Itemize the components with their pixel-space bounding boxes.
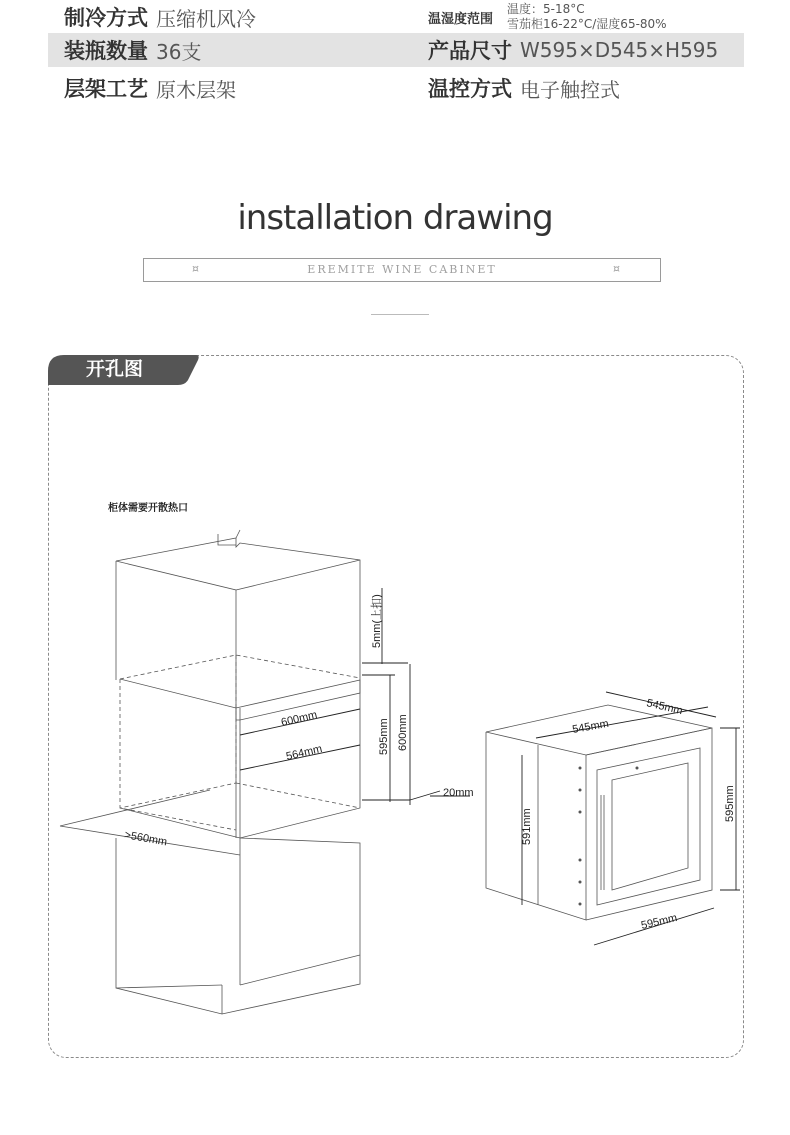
dim-product-depth-top: 545mm	[645, 697, 684, 718]
spec-cooling-label: 制冷方式	[64, 6, 148, 30]
banner-text: EREMITE WINE CABINET	[307, 263, 497, 276]
dim-product-width: 595mm	[639, 911, 679, 932]
panel-tab-label: 开孔图	[86, 358, 144, 380]
spec-size-value: W595×D545×H595	[520, 38, 719, 62]
dim-inner-width: 564mm	[284, 742, 324, 763]
dim-product-depth-side: 545mm	[571, 717, 610, 736]
spec-cooling-value: 压缩机风冷	[156, 6, 256, 31]
dim-opening-height-outer: 600mm	[397, 714, 409, 751]
dim-opening-width: 600mm	[279, 708, 319, 729]
dim-product-height: 595mm	[724, 785, 736, 822]
banner-ornament-right-icon: ¤	[613, 262, 620, 275]
product-dimension-lines	[522, 692, 740, 945]
cabinet-outline	[60, 530, 360, 1014]
spec-bottles-label: 装瓶数量	[64, 39, 148, 63]
dim-top-gap: 5mm(上扣)	[371, 594, 383, 648]
wine-cabinet-product	[486, 705, 712, 920]
spec-shelf-label: 层架工艺	[64, 77, 148, 101]
spec-bottles-value: 36支	[156, 39, 202, 64]
dim-frame-offset: 20mm	[443, 787, 474, 799]
spec-control-value: 电子触控式	[520, 77, 620, 102]
spec-control-label: 温控方式	[428, 77, 512, 101]
dimension-lines	[240, 588, 470, 805]
section-title: installation drawing	[237, 198, 553, 238]
spec-humidity-label: 温湿度范围	[428, 11, 494, 27]
spec-humidity-line2: 雪茄柜16-22°C/湿度65-80%	[507, 17, 667, 31]
spec-humidity-line1: 温度：5-18°C	[507, 2, 585, 16]
spec-size-label: 产品尺寸	[428, 39, 512, 63]
spec-shelf-value: 原木层架	[156, 77, 236, 102]
banner-ornament-left-icon: ¤	[192, 262, 199, 275]
vent-note: 柜体需要开散热口	[108, 503, 188, 514]
dim-cabinet-depth: >560mm	[123, 829, 169, 849]
dim-product-height-inner: 591mm	[521, 808, 533, 845]
dim-opening-height-inner: 595mm	[378, 718, 390, 755]
